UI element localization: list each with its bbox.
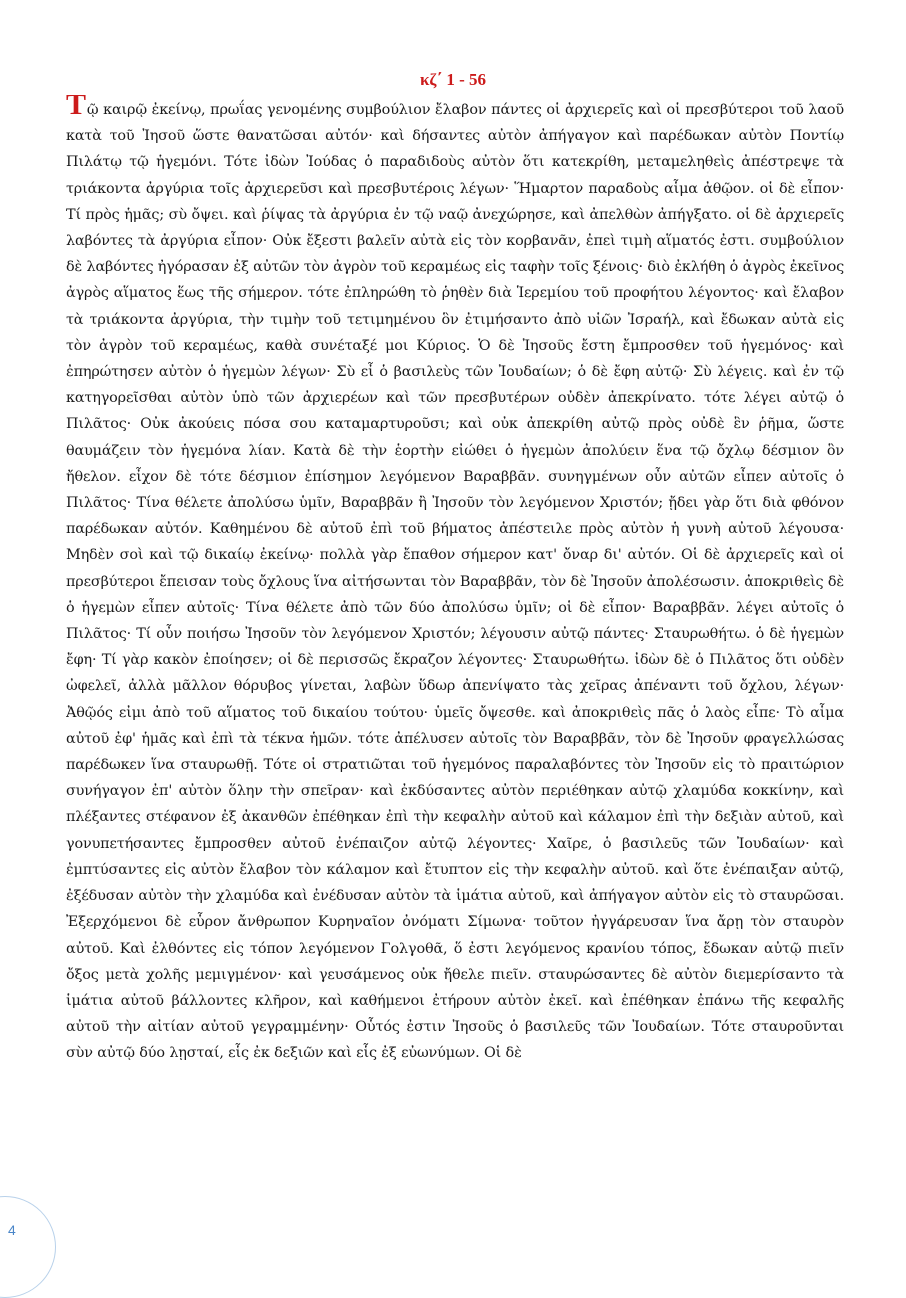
scripture-text (66, 95, 844, 1185)
drop-cap-letter: Τ (66, 95, 86, 121)
chapter-heading: κζ΄ 1 - 56 (419, 70, 487, 89)
scripture-body: ῷ καιρῷ ἐκείνῳ, πρωΐας γενομένης συμβούλιον ἔλαβον πάντες οἱ ἀρχιερεῖς καὶ οἱ πρεσβύτεροι τοῦ λαοῦ κατὰ τοῦ Ἰησοῦ ὥστε θανατῶσαι αὐτόν· καὶ δήσαντες αὐτὸν ἀπήγαγον καὶ παρέδωκαν αὐτὸν Ποντίῳ Πιλάτῳ τῷ ἡγεμόνι. Τότε ἰδὼν Ἰούδας ὁ παραδιδοὺς αὐτὸν ὅτι κατεκρίθη, μεταμεληθεὶς ἀπέστρεψε τὰ τριάκοντα ἀργύρια τοῖς ἀρχιερεῦσι καὶ πρεσβυτέροις λέγων· Ἥμαρτον παραδοὺς αἷμα ἀθῷον. οἱ δὲ εἶπον· Τί πρὸς ἡμᾶς; σὺ ὄψει. καὶ ῥίψας τὰ ἀργύρια ἐν τῷ ναῷ ἀνεχώρησε, καὶ ἀπελθὼν ἀπήγξατο. οἱ δὲ ἀρχιερεῖς λαβόντες τὰ ἀργύρια εἶπον· Οὐκ ἔξεστι βαλεῖν αὐτὰ εἰς τὸν κορβανᾶν, ἐπεὶ τιμὴ αἵματός ἐστι. συμβούλιον δὲ λαβόντες ἠγόρασαν ἐξ αὐτῶν τὸν ἀγρὸν τοῦ κεραμέως εἰς ταφὴν τοῖς ξένοις· διὸ ἐκλήθη ὁ ἀγρὸς ἐκεῖνος ἀγρὸς αἵματος ἕως τῆς σήμερον. τότε ἐπληρώθη τὸ ῥηθὲν διὰ Ἱερεμίου τοῦ προφήτου λέγοντος· καὶ ἔλαβον τὰ τριάκοντα ἀργύρια, τὴν τιμὴν τοῦ τετιμημένου ὃν ἐτιμήσαντο ἀπὸ υἱῶν Ἰσραήλ, καὶ ἔδωκαν αὐτὰ εἰς τὸν ἀγρὸν τοῦ κεραμέως, καθὰ συνέταξέ μοι Κύριος. Ὁ δὲ Ἰησοῦς ἔστη ἔμπροσθεν τοῦ ἡγεμόνος· καὶ ἐπηρώτησεν αὐτὸν ὁ ἡγεμὼν λέγων· Σὺ εἶ ὁ βασιλεὺς τῶν Ἰουδαίων; ὁ δὲ ἔφη αὐτῷ· Σὺ λέγεις. καὶ ἐν τῷ κατηγορεῖσθαι αὐτὸν ὑπὸ τῶν ἀρχιερέων καὶ τῶν πρεσβυτέρων οὐδὲν ἀπεκρίνατο. τότε λέγει αὐτῷ ὁ Πιλᾶτος· Οὐκ ἀκούεις πόσα σου καταμαρτυροῦσι; καὶ οὐκ ἀπεκρίθη αὐτῷ πρὸς οὐδὲ ἓν ῥῆμα, ὥστε θαυμάζειν τὸν ἡγεμόνα λίαν. Κατὰ δὲ τὴν ἑορτὴν εἰώθει ὁ ἡγεμὼν ἀπολύειν ἕνα τῷ ὄχλῳ δέσμιον ὃν ἤθελον. εἶχον δὲ τότε δέσμιον ἐπίσημον λεγόμενον Βαραββᾶν. συνηγμένων οὖν αὐτῶν εἶπεν αὐτοῖς ὁ Πιλᾶτος· Τίνα θέλετε ἀπολύσω ὑμῖν, Βαραββᾶν ἢ Ἰησοῦν τὸν λεγόμενον Χριστόν; ᾔδει γὰρ ὅτι διὰ φθόνον παρέδωκαν αὐτόν. Καθημένου δὲ αὐτοῦ ἐπὶ τοῦ βήματος ἀπέστειλε πρὸς αὐτὸν ἡ γυνὴ αὐτοῦ λέγουσα· Μηδὲν σοὶ καὶ τῷ δικαίῳ ἐκείνῳ· πολλὰ γὰρ ἔπαθον σήμερον κατ' ὄναρ δι' αὐτόν. Οἱ δὲ ἀρχιερεῖς καὶ οἱ πρεσβύτεροι ἔπεισαν τοὺς ὄχλους ἵνα αἰτήσωνται τὸν Βαραββᾶν, τὸν δὲ Ἰησοῦν ἀπολέσωσιν. ἀποκριθεὶς δὲ ὁ ἡγεμὼν εἶπεν αὐτοῖς· Τίνα θέλετε ἀπὸ τῶν δύο ἀπολύσω ὑμῖν; οἱ δὲ εἶπον· Βαραββᾶν. λέγει αὐτοῖς ὁ Πιλᾶτος· Τί οὖν ποιήσω Ἰησοῦν τὸν λεγόμενον Χριστόν; λέγουσιν αὐτῷ πάντες· Σταυρωθήτω. ὁ δὲ ἡγεμὼν ἔφη· Τί γὰρ κακὸν ἐποίησεν; οἱ δὲ περισσῶς ἔκραζον λέγοντες· Σταυρωθήτω. ἰδὼν δὲ ὁ Πιλᾶτος ὅτι οὐδὲν ὠφελεῖ, ἀλλὰ μᾶλλον θόρυβος γίνεται, λαβὼν ὕδωρ ἀπενίψατο τὰς χεῖρας ἀπέναντι τοῦ ὄχλου, λέγων· Ἀθῷός εἰμι ἀπὸ τοῦ αἵματος τοῦ δικαίου τούτου· ὑμεῖς ὄψεσθε. καὶ ἀποκριθεὶς πᾶς ὁ λαὸς εἶπε· Τὸ αἷμα αὐτοῦ ἐφ' ἡμᾶς καὶ ἐπὶ τὰ τέκνα ἡμῶν. τότε ἀπέλυσεν αὐτοῖς τὸν Βαραββᾶν, τὸν δὲ Ἰησοῦν φραγελλώσας παρέδωκεν ἵνα σταυρωθῇ. Τότε οἱ στρατιῶται τοῦ ἡγεμόνος παραλαβόντες τὸν Ἰησοῦν εἰς τὸ πραιτώριον συνήγαγον ἐπ' αὐτὸν ὅλην τὴν σπεῖραν· καὶ ἐκδύσαντες αὐτὸν περιέθηκαν αὐτῷ χλαμύδα κοκκίνην, καὶ πλέξαντες στέφανον ἐξ ἀκανθῶν ἐπέθηκαν ἐπὶ τὴν κεφαλὴν αὐτοῦ καὶ κάλαμον ἐπὶ τὴν δεξιὰν αὐτοῦ, καὶ γονυπετήσαντες ἔμπροσθεν αὐτοῦ ἐνέπαιζον αὐτῷ λέγοντες· Χαῖρε, ὁ βασιλεῦς τῶν Ἰουδαίων· καὶ ἐμπτύσαντες εἰς αὐτὸν ἔλαβον τὸν κάλαμον καὶ ἔτυπτον εἰς τὴν κεφαλὴν αὐτοῦ. καὶ ὅτε ἐνέπαιξαν αὐτῷ, ἐξέδυσαν αὐτὸν τὴν χλαμύδα καὶ ἐνέδυσαν αὐτὸν τὰ ἱμάτια αὐτοῦ, καὶ ἀπήγαγον αὐτὸν εἰς τὸ σταυρῶσαι. Ἐξερχόμενοι δὲ εὗρον ἄνθρωπον Κυρηναῖον ὀνόματι Σίμωνα· τοῦτον ἠγγάρευσαν ἵνα ἄρῃ τὸν σταυρὸν αὐτοῦ. Καὶ ἐλθόντες εἰς τόπον λεγόμενον Γολγοθᾶ, ὅ ἐστι λεγόμενος κρανίου τόπος, ἔδωκαν αὐτῷ πιεῖν ὄξος μετὰ χολῆς μεμιγμένον· καὶ γευσάμενος οὐκ ἤθελε πιεῖν. σταυρώσαντες δὲ αὐτὸν διεμερίσαντο τὰ ἱμάτια αὐτοῦ βάλλοντες κλῆρον, καὶ καθήμενοι ἐτήρουν αὐτὸν ἐκεῖ. καὶ ἐπέθηκαν ἐπάνω τῆς κεφαλῆς αὐτοῦ τὴν αἰτίαν αὐτοῦ γεγραμμένην· Οὗτός ἐστιν Ἰησοῦς ὁ βασιλεῦς τῶν Ἰουδαίων. Τότε σταυροῦνται σὺν αὐτῷ δύο λῃσταί, εἷς ἐκ δεξιῶν καὶ εἷς ἐξ εὐωνύμων. Οἱ δὲ (66, 102, 844, 1062)
page-number: 4 (8, 1222, 16, 1238)
page-number-circle (0, 1196, 56, 1298)
